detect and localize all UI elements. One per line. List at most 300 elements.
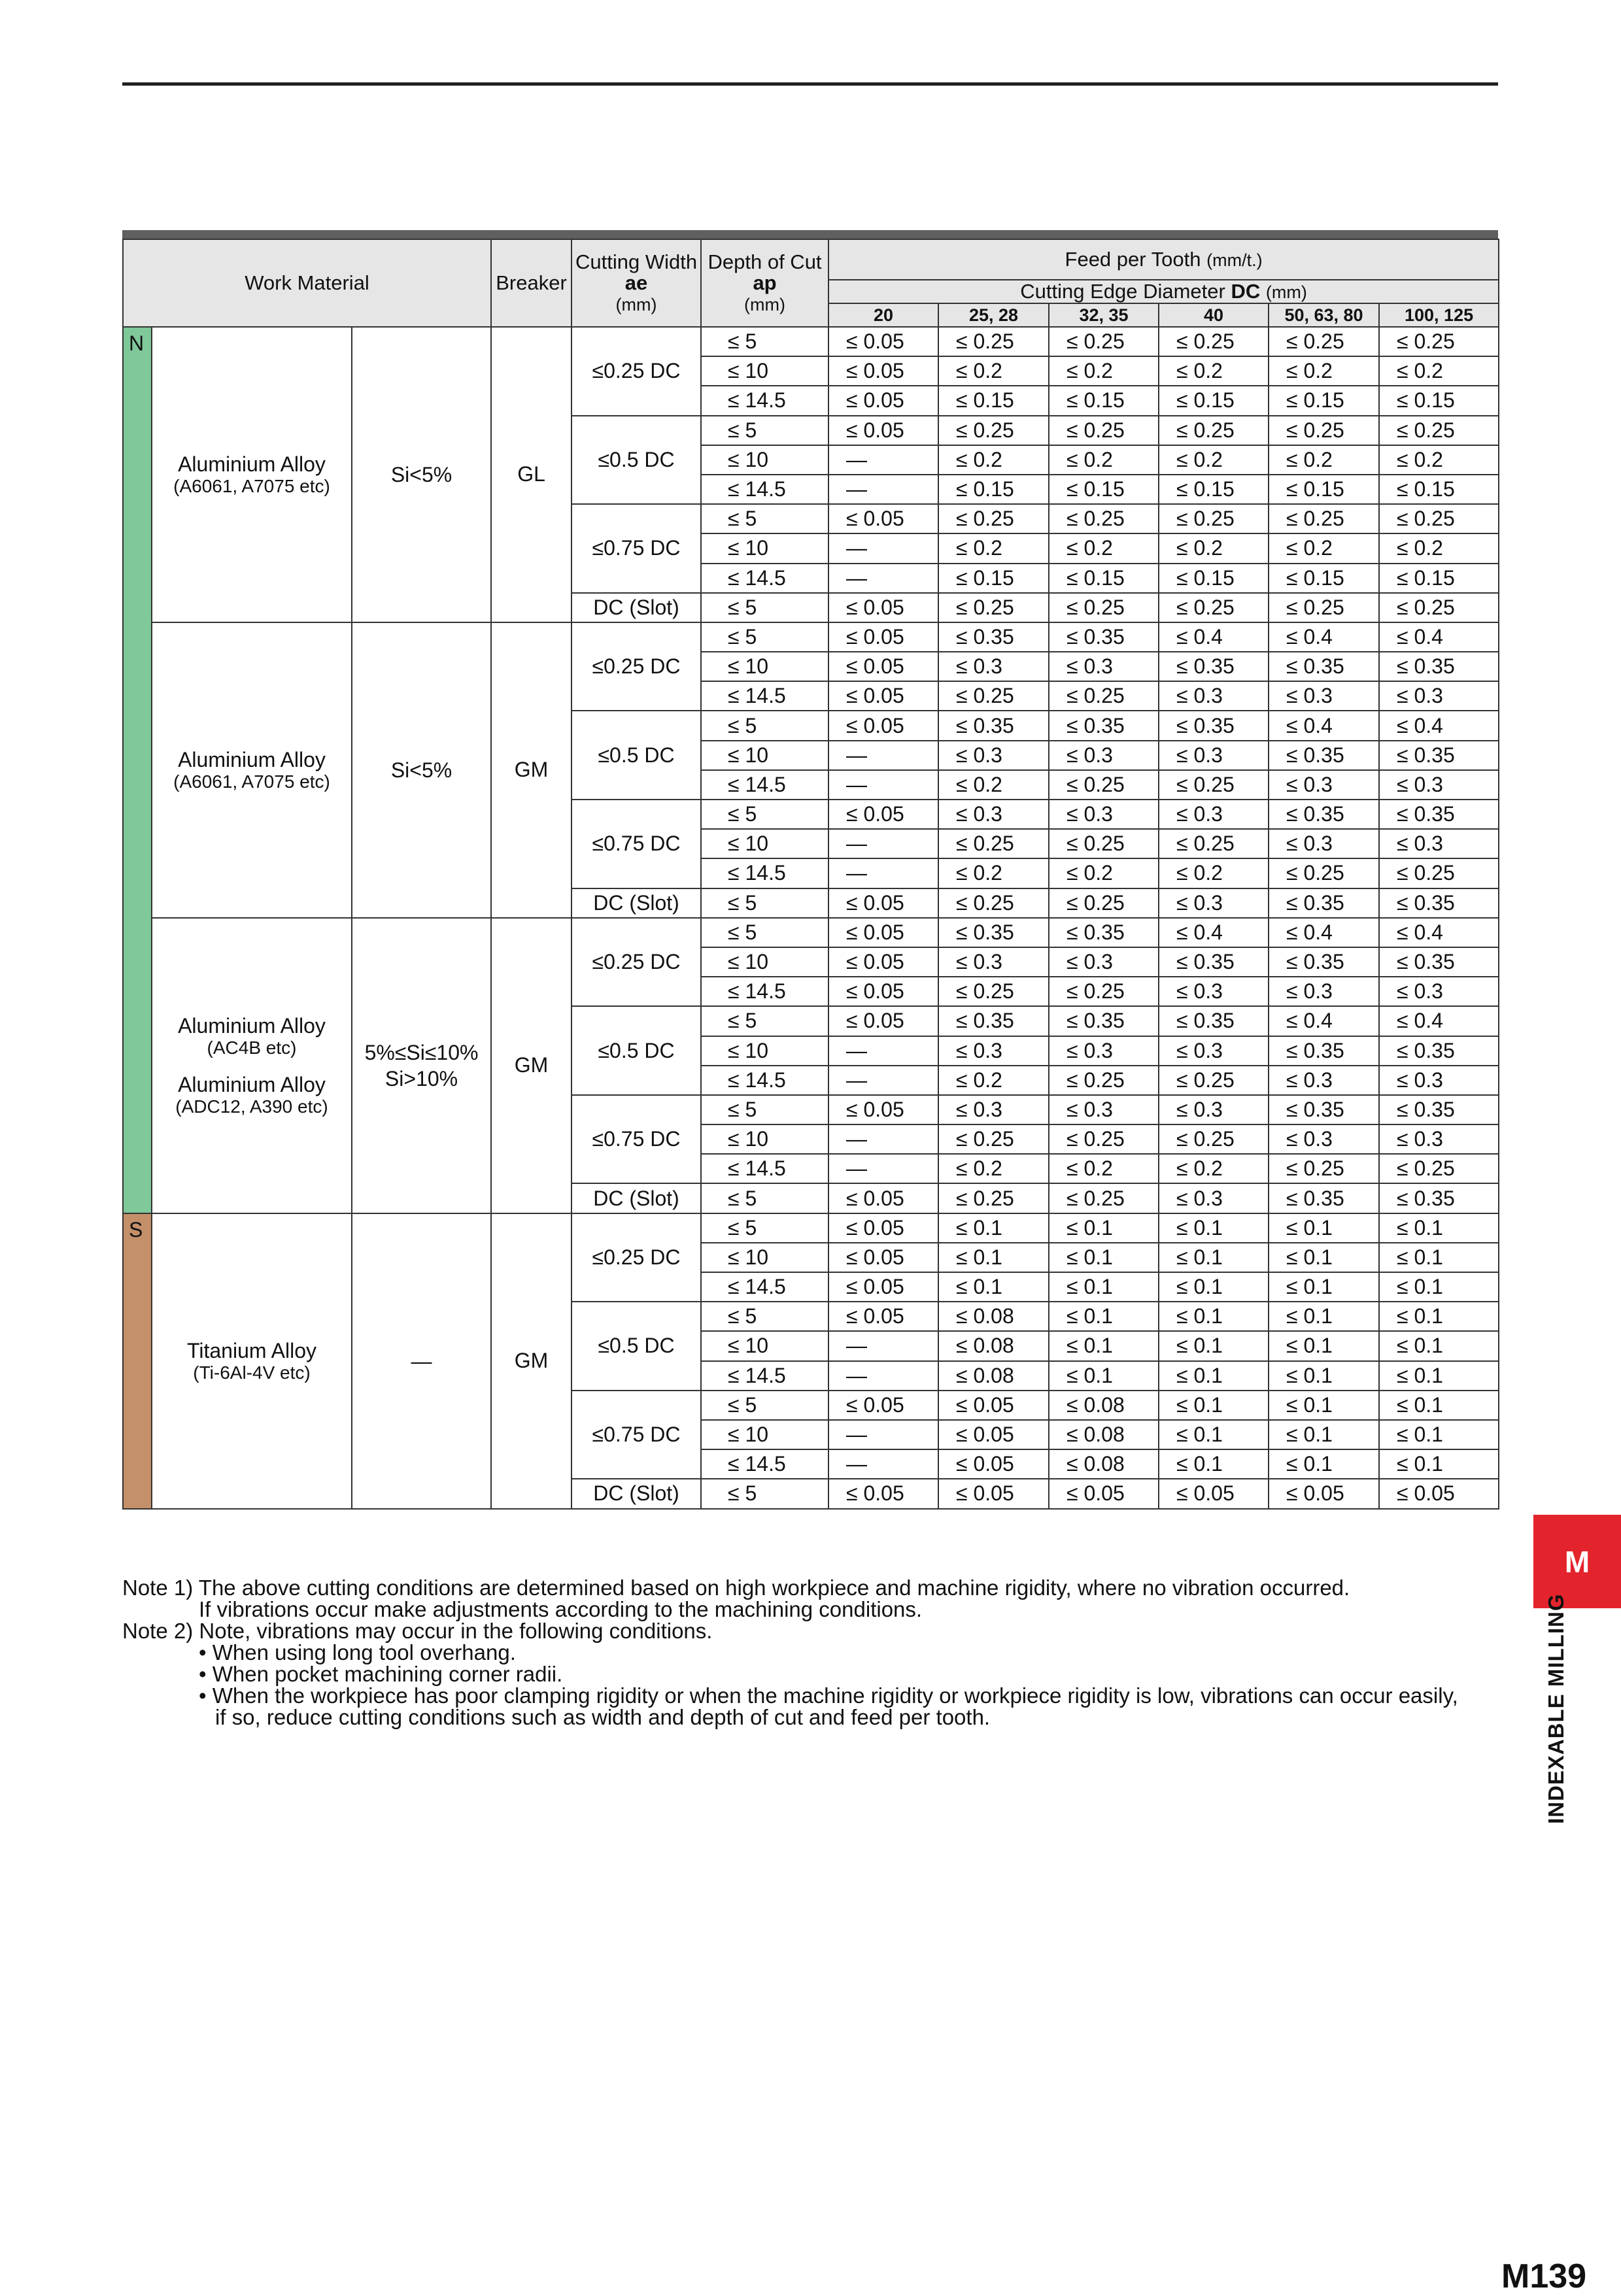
feed-value-cell: ≤ 0.35	[938, 622, 1049, 652]
feed-value-cell: ≤ 0.25	[1159, 829, 1269, 858]
feed-value-cell: ≤ 0.15	[1269, 386, 1379, 415]
feed-value-cell: —	[828, 1036, 938, 1066]
feed-value-cell: ≤ 0.15	[1379, 386, 1499, 415]
feed-value-cell: ≤ 0.1	[1379, 1361, 1499, 1391]
feed-unit: (mm/t.)	[1206, 250, 1263, 270]
feed-value-cell: ≤ 0.35	[1269, 1095, 1379, 1124]
feed-value-cell: ≤ 0.4	[1379, 711, 1499, 740]
feed-value-cell: ≤ 0.35	[1379, 1183, 1499, 1213]
feed-value-cell: ≤ 0.1	[1379, 1391, 1499, 1420]
diameter-col-4: 50, 63, 80	[1269, 303, 1379, 327]
silicon-content-cell	[352, 1213, 491, 1509]
feed-value-cell: ≤ 0.3	[1379, 829, 1499, 858]
feed-value-cell: ≤ 0.08	[938, 1361, 1049, 1391]
depth-of-cut-cell: ≤ 14.5	[701, 681, 828, 711]
feed-value-cell: ≤ 0.05	[828, 888, 938, 918]
feed-value-cell: ≤ 0.1	[1269, 1449, 1379, 1479]
silicon-content: Si<5%	[390, 462, 452, 486]
feed-value-cell: ≤ 0.2	[1379, 445, 1499, 475]
feed-value-cell: ≤ 0.1	[938, 1243, 1049, 1272]
feed-value-cell: ≤ 0.15	[1379, 475, 1499, 504]
feed-value-cell: ≤ 0.05	[938, 1420, 1049, 1449]
feed-value-cell: ≤ 0.25	[1379, 504, 1499, 533]
depth-of-cut-cell: ≤ 5	[701, 711, 828, 740]
feed-value-cell: ≤ 0.1	[1049, 1243, 1159, 1272]
feed-value-cell: ≤ 0.08	[938, 1331, 1049, 1360]
feed-value-cell: ≤ 0.05	[828, 1479, 938, 1508]
cutting-width-cell: ≤0.25 DC	[572, 622, 701, 711]
feed-value-cell: ≤ 0.35	[1159, 652, 1269, 681]
depth-of-cut-cell: ≤ 14.5	[701, 564, 828, 593]
feed-value-cell: ≤ 0.3	[1049, 1036, 1159, 1066]
table-body	[123, 327, 1499, 1509]
feed-value-cell: ≤ 0.4	[1269, 622, 1379, 652]
feed-value-cell: ≤ 0.35	[938, 918, 1049, 947]
depth-of-cut-cell: ≤ 10	[701, 741, 828, 770]
feed-value-cell: ≤ 0.3	[938, 1036, 1049, 1066]
breaker-cell: GM	[491, 1213, 572, 1509]
feed-value-cell: ≤ 0.05	[938, 1391, 1049, 1420]
feed-value-cell: ≤ 0.2	[1159, 1154, 1269, 1183]
feed-value-cell: ≤ 0.3	[1379, 770, 1499, 800]
feed-value-cell: ≤ 0.25	[1049, 888, 1159, 918]
feed-value-cell: ≤ 0.1	[1269, 1420, 1379, 1449]
feed-value-cell: ≤ 0.3	[1159, 1095, 1269, 1124]
feed-value-cell: ≤ 0.2	[938, 1066, 1049, 1095]
feed-value-cell: ≤ 0.1	[1269, 1243, 1379, 1272]
feed-value-cell: ≤ 0.2	[1159, 858, 1269, 888]
breaker-cell: GL	[491, 327, 572, 622]
feed-value-cell: —	[828, 858, 938, 888]
feed-value-cell: —	[828, 1154, 938, 1183]
feed-value-cell: ≤ 0.25	[1379, 327, 1499, 356]
feed-value-cell: ≤ 0.3	[938, 741, 1049, 770]
depth-of-cut-cell: ≤ 5	[701, 1391, 828, 1420]
feed-value-cell: ≤ 0.1	[938, 1213, 1049, 1243]
feed-value-cell: ≤ 0.25	[1049, 770, 1159, 800]
depth-of-cut-cell: ≤ 5	[701, 593, 828, 622]
feed-value-cell: —	[828, 475, 938, 504]
feed-value-cell: ≤ 0.3	[1049, 800, 1159, 829]
feed-value-cell: ≤ 0.35	[1379, 947, 1499, 977]
feed-value-cell: ≤ 0.1	[1159, 1213, 1269, 1243]
feed-value-cell: ≤ 0.2	[938, 770, 1049, 800]
feed-value-cell: ≤ 0.35	[1049, 622, 1159, 652]
side-label	[1544, 1593, 1570, 1850]
feed-value-cell: ≤ 0.3	[1159, 800, 1269, 829]
feed-value-cell: ≤ 0.1	[1159, 1331, 1269, 1360]
feed-value-cell: ≤ 0.05	[828, 327, 938, 356]
feed-value-cell: ≤ 0.05	[828, 918, 938, 947]
depth-of-cut-cell: ≤ 14.5	[701, 1154, 828, 1183]
depth-of-cut-cell: ≤ 14.5	[701, 1361, 828, 1391]
feed-value-cell: ≤ 0.4	[1379, 622, 1499, 652]
feed-value-cell: ≤ 0.1	[1379, 1420, 1499, 1449]
cutting-width-cell: DC (Slot)	[572, 1183, 701, 1213]
feed-value-cell: ≤ 0.25	[1269, 593, 1379, 622]
cutting-edge-diameter-header	[828, 280, 1499, 303]
feed-value-cell: ≤ 0.25	[938, 888, 1049, 918]
feed-value-cell: ≤ 0.25	[1159, 1066, 1269, 1095]
feed-value-cell: ≤ 0.25	[938, 327, 1049, 356]
feed-value-cell: ≤ 0.25	[1159, 504, 1269, 533]
note-line: If vibrations occur make adjustments according to the machining conditions.	[199, 1597, 923, 1621]
depth-of-cut-cell: ≤ 5	[701, 1006, 828, 1036]
feed-value-cell: ≤ 0.25	[938, 593, 1049, 622]
feed-value-cell: ≤ 0.35	[938, 1006, 1049, 1036]
feed-value-cell: ≤ 0.05	[828, 977, 938, 1006]
feed-value-cell: ≤ 0.3	[1049, 741, 1159, 770]
feed-value-cell: ≤ 0.05	[1269, 1479, 1379, 1508]
work-material-cell	[152, 327, 352, 622]
breaker-cell: GM	[491, 622, 572, 918]
depth-of-cut-cell: ≤ 5	[701, 504, 828, 533]
feed-value-cell: ≤ 0.35	[1049, 1006, 1159, 1036]
feed-value-cell: ≤ 0.2	[1159, 533, 1269, 563]
feed-value-cell: ≤ 0.05	[828, 386, 938, 415]
feed-value-cell: ≤ 0.35	[1269, 800, 1379, 829]
feed-value-cell: ≤ 0.35	[1269, 888, 1379, 918]
feed-value-cell: ≤ 0.25	[1159, 770, 1269, 800]
feed-value-cell: ≤ 0.1	[1159, 1420, 1269, 1449]
feed-value-cell: ≤ 0.25	[1379, 416, 1499, 445]
material-name: Aluminium Alloy	[178, 1072, 326, 1096]
table-top-bar	[122, 230, 1498, 239]
cutting-width-cell: DC (Slot)	[572, 888, 701, 918]
feed-value-cell: ≤ 0.35	[1269, 1183, 1379, 1213]
material-grade: (A6061, A7075 etc)	[173, 771, 330, 792]
feed-value-cell: ≤ 0.2	[938, 445, 1049, 475]
feed-value-cell: ≤ 0.05	[828, 1095, 938, 1124]
feed-value-cell: ≤ 0.25	[1379, 858, 1499, 888]
silicon-content: —	[411, 1349, 432, 1373]
material-name: Aluminium Alloy	[178, 1013, 326, 1038]
feed-value-cell: ≤ 0.25	[1159, 593, 1269, 622]
ap-symbol: ap	[753, 271, 777, 294]
feed-value-cell: —	[828, 1066, 938, 1095]
depth-of-cut-cell: ≤ 10	[701, 1331, 828, 1360]
silicon-content: 5%≤Si≤10%	[364, 1040, 479, 1064]
cutting-width-cell: ≤0.75 DC	[572, 1391, 701, 1479]
feed-value-cell: ≤ 0.15	[938, 475, 1049, 504]
depth-of-cut-cell: ≤ 10	[701, 1243, 828, 1272]
diameter-col-2: 32, 35	[1049, 303, 1159, 327]
silicon-content-cell	[352, 918, 491, 1213]
feed-value-cell: ≤ 0.05	[1159, 1479, 1269, 1508]
cutting-width-cell: ≤0.25 DC	[572, 918, 701, 1007]
cutting-width-cell: ≤0.75 DC	[572, 1095, 701, 1184]
depth-of-cut-cell: ≤ 10	[701, 947, 828, 977]
feed-value-cell: ≤ 0.25	[1159, 1124, 1269, 1154]
feed-value-cell: ≤ 0.05	[828, 504, 938, 533]
feed-value-cell: ≤ 0.25	[1049, 977, 1159, 1006]
cutting-width-cell: ≤0.25 DC	[572, 327, 701, 416]
feed-value-cell: ≤ 0.1	[1269, 1331, 1379, 1360]
depth-of-cut-cell: ≤ 5	[701, 416, 828, 445]
cutting-width-cell: ≤0.75 DC	[572, 504, 701, 593]
feed-value-cell: ≤ 0.08	[1049, 1449, 1159, 1479]
ae-symbol: ae	[624, 271, 648, 294]
feed-value-cell: ≤ 0.3	[1269, 1066, 1379, 1095]
feed-value-cell: ≤ 0.05	[828, 711, 938, 740]
feed-value-cell: ≤ 0.35	[1379, 652, 1499, 681]
feed-value-cell: ≤ 0.1	[1159, 1391, 1269, 1420]
feed-value-cell: ≤ 0.05	[938, 1479, 1049, 1508]
cutting-width-cell: ≤0.75 DC	[572, 800, 701, 888]
feed-value-cell: ≤ 0.08	[1049, 1420, 1159, 1449]
feed-value-cell: ≤ 0.05	[828, 1183, 938, 1213]
feed-value-cell: —	[828, 829, 938, 858]
feed-value-cell: ≤ 0.3	[1269, 770, 1379, 800]
feed-value-cell: ≤ 0.4	[1269, 711, 1379, 740]
feed-value-cell: ≤ 0.3	[1269, 977, 1379, 1006]
feed-value-cell: ≤ 0.3	[938, 800, 1049, 829]
page-number: M139	[1501, 2257, 1587, 2295]
feed-value-cell: ≤ 0.25	[1269, 504, 1379, 533]
feed-value-cell: ≤ 0.2	[1269, 356, 1379, 386]
depth-of-cut-cell: ≤ 14.5	[701, 858, 828, 888]
feed-value-cell: ≤ 0.2	[1049, 1154, 1159, 1183]
feed-value-cell: ≤ 0.35	[1379, 888, 1499, 918]
feed-value-cell: ≤ 0.4	[1379, 918, 1499, 947]
feed-value-cell: ≤ 0.1	[1159, 1272, 1269, 1302]
feed-value-cell: ≤ 0.05	[828, 681, 938, 711]
feed-value-cell: ≤ 0.05	[828, 1272, 938, 1302]
depth-of-cut-cell: ≤ 10	[701, 1124, 828, 1154]
feed-value-cell: ≤ 0.3	[1269, 1124, 1379, 1154]
feed-value-cell: ≤ 0.15	[1379, 564, 1499, 593]
feed-value-cell: ≤ 0.4	[1269, 1006, 1379, 1036]
material-name: Aluminium Alloy	[178, 452, 326, 476]
depth-of-cut-cell: ≤ 5	[701, 622, 828, 652]
feed-value-cell: ≤ 0.1	[1159, 1361, 1269, 1391]
feed-value-cell: ≤ 0.15	[1159, 475, 1269, 504]
feed-value-cell: ≤ 0.3	[1159, 888, 1269, 918]
feed-value-cell: ≤ 0.3	[938, 947, 1049, 977]
feed-value-cell: ≤ 0.25	[938, 681, 1049, 711]
notes	[122, 1577, 1509, 1728]
feed-value-cell: ≤ 0.15	[1049, 386, 1159, 415]
feed-value-cell: ≤ 0.25	[1379, 1154, 1499, 1183]
feed-value-cell: ≤ 0.05	[828, 947, 938, 977]
feed-value-cell: ≤ 0.1	[1049, 1213, 1159, 1243]
depth-of-cut-cell: ≤ 5	[701, 1302, 828, 1331]
feed-value-cell: ≤ 0.25	[1049, 829, 1159, 858]
silicon-content: Si>10%	[384, 1066, 458, 1090]
cutting-edge-diameter-label: Cutting Edge Diameter	[1020, 280, 1225, 303]
diameter-col-1: 25, 28	[938, 303, 1049, 327]
cutting-width-cell: ≤0.5 DC	[572, 711, 701, 800]
feed-value-cell: ≤ 0.25	[1049, 327, 1159, 356]
feed-value-cell: ≤ 0.1	[1379, 1213, 1499, 1243]
silicon-content: Si<5%	[390, 758, 452, 782]
feed-value-cell: ≤ 0.25	[938, 1183, 1049, 1213]
feed-value-cell: ≤ 0.05	[828, 800, 938, 829]
cutting-conditions-table-wrap	[122, 230, 1498, 1510]
feed-value-cell: ≤ 0.3	[1269, 829, 1379, 858]
note-line: Note 1) The above cutting conditions are determined based on high workpiece and machine rigidity, where no vibration occurred.	[122, 1576, 1350, 1600]
feed-value-cell: ≤ 0.15	[1049, 564, 1159, 593]
work-material-cell	[152, 918, 352, 1213]
feed-value-cell: ≤ 0.2	[1269, 533, 1379, 563]
side-label-text: INDEXABLE MILLING	[1544, 1593, 1568, 1824]
depth-of-cut-cell: ≤ 5	[701, 800, 828, 829]
silicon-content-cell	[352, 327, 491, 622]
feed-value-cell: —	[828, 1124, 938, 1154]
feed-value-cell: ≤ 0.3	[1049, 1095, 1159, 1124]
feed-value-cell: —	[828, 1420, 938, 1449]
table-row	[123, 622, 1499, 652]
breaker-header: Breaker	[491, 239, 572, 327]
diameter-col-5: 100, 125	[1379, 303, 1499, 327]
feed-value-cell: ≤ 0.08	[1049, 1391, 1159, 1420]
feed-value-cell: ≤ 0.35	[1269, 652, 1379, 681]
feed-value-cell: ≤ 0.15	[1159, 386, 1269, 415]
feed-value-cell: ≤ 0.2	[1049, 533, 1159, 563]
depth-of-cut-cell: ≤ 5	[701, 1183, 828, 1213]
feed-value-cell: ≤ 0.15	[1159, 564, 1269, 593]
feed-value-cell: ≤ 0.05	[828, 1006, 938, 1036]
feed-value-cell: ≤ 0.25	[1269, 416, 1379, 445]
feed-value-cell: ≤ 0.1	[1379, 1331, 1499, 1360]
depth-of-cut-cell: ≤ 14.5	[701, 386, 828, 415]
feed-value-cell: ≤ 0.25	[1049, 1066, 1159, 1095]
note-line: • When the workpiece has poor clamping rigidity or when the machine rigidity or workpiece rigidity is low, vibrations can occur easily,	[199, 1683, 1458, 1708]
feed-value-cell: ≤ 0.3	[1049, 652, 1159, 681]
feed-value-cell: ≤ 0.25	[1049, 1124, 1159, 1154]
feed-value-cell: ≤ 0.3	[1159, 741, 1269, 770]
feed-value-cell: ≤ 0.25	[1379, 593, 1499, 622]
feed-value-cell: ≤ 0.35	[1049, 918, 1159, 947]
feed-value-cell: ≤ 0.1	[1269, 1213, 1379, 1243]
material-name: Aluminium Alloy	[178, 747, 326, 771]
feed-value-cell: ≤ 0.2	[938, 533, 1049, 563]
diameter-col-3: 40	[1159, 303, 1269, 327]
feed-value-cell: ≤ 0.1	[1269, 1361, 1379, 1391]
feed-value-cell: ≤ 0.15	[938, 564, 1049, 593]
note-line: Note 2) Note, vibrations may occur in the following conditions.	[122, 1619, 713, 1643]
feed-value-cell: ≤ 0.3	[1379, 1066, 1499, 1095]
material-name: Titanium Alloy	[187, 1338, 316, 1362]
depth-of-cut-header	[701, 239, 828, 327]
depth-of-cut-cell: ≤ 14.5	[701, 1449, 828, 1479]
feed-value-cell: ≤ 0.2	[938, 858, 1049, 888]
feed-value-cell: ≤ 0.1	[1379, 1272, 1499, 1302]
feed-value-cell: ≤ 0.1	[1049, 1302, 1159, 1331]
depth-of-cut-cell: ≤ 10	[701, 1036, 828, 1066]
work-material-header: Work Material	[123, 239, 491, 327]
table-row	[123, 918, 1499, 947]
feed-value-cell: ≤ 0.25	[1269, 858, 1379, 888]
cutting-width-cell: ≤0.25 DC	[572, 1213, 701, 1302]
feed-value-cell: ≤ 0.3	[938, 1095, 1049, 1124]
feed-value-cell: ≤ 0.1	[1049, 1361, 1159, 1391]
dc-unit: (mm)	[1265, 282, 1307, 302]
feed-value-cell: ≤ 0.35	[1049, 711, 1159, 740]
depth-of-cut-cell: ≤ 5	[701, 1479, 828, 1508]
feed-value-cell: ≤ 0.25	[1159, 416, 1269, 445]
material-grade: (Ti-6Al-4V etc)	[193, 1362, 311, 1383]
material-grade: (AC4B etc)	[207, 1037, 297, 1058]
cutting-width-cell: DC (Slot)	[572, 1479, 701, 1508]
feed-value-cell: ≤ 0.2	[1159, 445, 1269, 475]
feed-value-cell: ≤ 0.05	[1049, 1479, 1159, 1508]
cutting-width-header	[572, 239, 701, 327]
cutting-width-cell: ≤0.5 DC	[572, 1302, 701, 1391]
cutting-width-label: Cutting Width	[575, 250, 698, 273]
dc-symbol: DC	[1231, 280, 1261, 303]
feed-value-cell: ≤ 0.2	[938, 356, 1049, 386]
feed-value-cell: ≤ 0.25	[938, 416, 1049, 445]
feed-value-cell: —	[828, 564, 938, 593]
feed-value-cell: ≤ 0.35	[1159, 947, 1269, 977]
feed-value-cell: ≤ 0.4	[1379, 1006, 1499, 1036]
work-material-cell	[152, 1213, 352, 1509]
feed-value-cell: ≤ 0.4	[1269, 918, 1379, 947]
depth-of-cut-cell: ≤ 5	[701, 918, 828, 947]
cutting-conditions-table	[122, 239, 1499, 1510]
feed-value-cell: ≤ 0.25	[938, 977, 1049, 1006]
feed-value-cell: ≤ 0.05	[828, 1243, 938, 1272]
depth-of-cut-label: Depth of Cut	[708, 250, 822, 273]
feed-value-cell: ≤ 0.05	[828, 356, 938, 386]
feed-value-cell: ≤ 0.4	[1159, 918, 1269, 947]
feed-value-cell: ≤ 0.1	[1269, 1272, 1379, 1302]
feed-value-cell: ≤ 0.1	[1049, 1272, 1159, 1302]
feed-value-cell: ≤ 0.1	[1159, 1449, 1269, 1479]
top-rule	[122, 82, 1498, 86]
depth-of-cut-cell: ≤ 5	[701, 1095, 828, 1124]
note-line: • When pocket machining corner radii.	[199, 1662, 563, 1686]
feed-value-cell: ≤ 0.05	[828, 416, 938, 445]
ap-unit: (mm)	[744, 294, 786, 314]
feed-value-cell: ≤ 0.2	[1159, 356, 1269, 386]
note-line: • When using long tool overhang.	[199, 1640, 516, 1664]
depth-of-cut-cell: ≤ 10	[701, 829, 828, 858]
feed-value-cell: ≤ 0.2	[1379, 533, 1499, 563]
depth-of-cut-cell: ≤ 5	[701, 327, 828, 356]
feed-value-cell: ≤ 0.1	[1379, 1243, 1499, 1272]
depth-of-cut-cell: ≤ 14.5	[701, 977, 828, 1006]
iso-group-n: N	[123, 327, 152, 1213]
feed-value-cell: ≤ 0.35	[1379, 741, 1499, 770]
feed-value-cell: ≤ 0.35	[1379, 1036, 1499, 1066]
feed-value-cell: ≤ 0.25	[938, 1124, 1049, 1154]
feed-value-cell: ≤ 0.15	[938, 386, 1049, 415]
feed-value-cell: ≤ 0.3	[1379, 1124, 1499, 1154]
feed-value-cell: ≤ 0.1	[1159, 1302, 1269, 1331]
feed-value-cell: —	[828, 533, 938, 563]
feed-value-cell: ≤ 0.3	[1159, 1183, 1269, 1213]
material-grade: (ADC12, A390 etc)	[175, 1096, 328, 1117]
feed-value-cell: ≤ 0.05	[828, 622, 938, 652]
diameter-col-0: 20	[828, 303, 938, 327]
ae-unit: (mm)	[615, 294, 657, 314]
depth-of-cut-cell: ≤ 10	[701, 1420, 828, 1449]
feed-value-cell: ≤ 0.1	[1049, 1331, 1159, 1360]
depth-of-cut-cell: ≤ 14.5	[701, 1066, 828, 1095]
feed-value-cell: ≤ 0.1	[1159, 1243, 1269, 1272]
cutting-width-cell: DC (Slot)	[572, 593, 701, 622]
feed-value-cell: ≤ 0.4	[1159, 622, 1269, 652]
cutting-width-cell: ≤0.5 DC	[572, 416, 701, 505]
feed-value-cell: ≤ 0.35	[938, 711, 1049, 740]
feed-value-cell: ≤ 0.25	[1049, 593, 1159, 622]
feed-value-cell: ≤ 0.15	[1049, 475, 1159, 504]
feed-value-cell: ≤ 0.05	[828, 1213, 938, 1243]
feed-value-cell: ≤ 0.1	[938, 1272, 1049, 1302]
feed-value-cell: ≤ 0.2	[1049, 445, 1159, 475]
